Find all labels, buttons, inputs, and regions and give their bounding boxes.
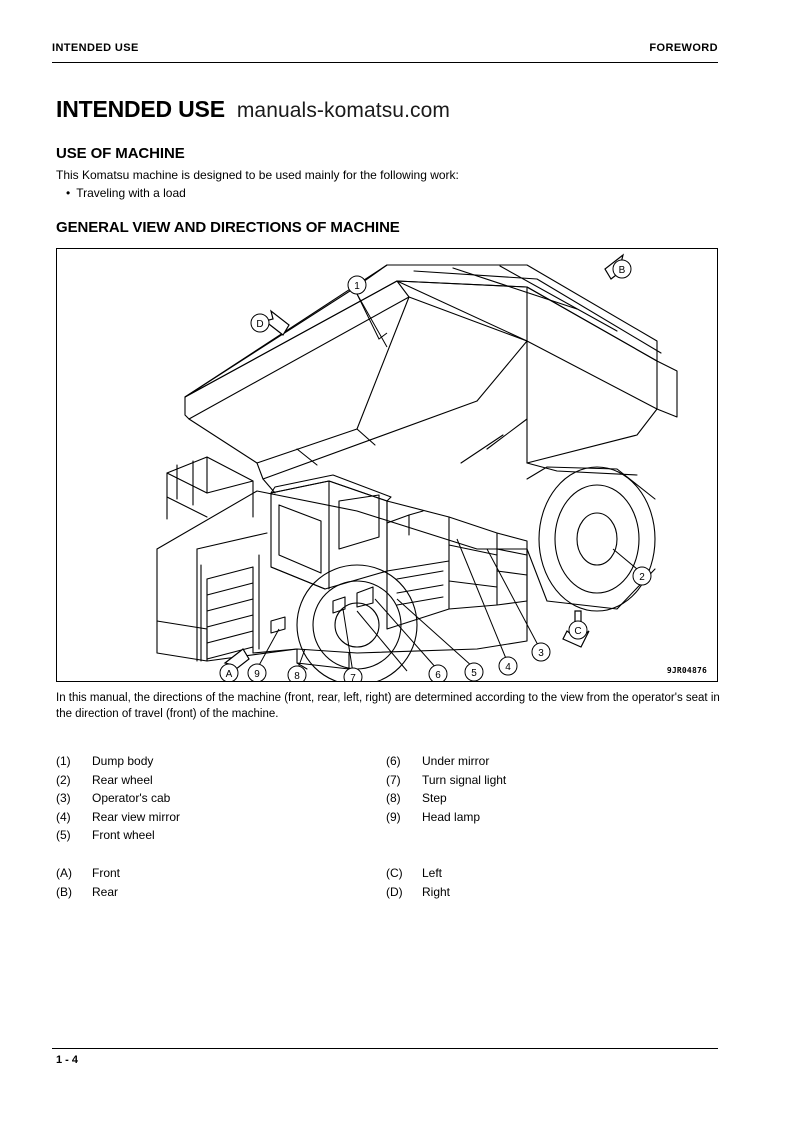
svg-text:5: 5 (471, 668, 477, 679)
bullet-dot-icon: • (66, 186, 71, 200)
legend-value: Rear wheel (92, 772, 153, 787)
svg-text:B: B (618, 265, 626, 276)
legend-lettered-right (386, 864, 450, 901)
svg-text:D: D (256, 319, 264, 330)
legend-key: (D) (386, 884, 403, 899)
legend-key: (3) (56, 791, 71, 805)
list-item (56, 864, 120, 883)
header-right-text: FOREWORD (649, 42, 718, 54)
legend-value: Front wheel (92, 828, 155, 842)
legend-key: (A) (56, 866, 72, 880)
svg-text:4: 4 (505, 662, 511, 673)
list-item (386, 808, 506, 827)
legend-value: Front (92, 866, 121, 880)
legend-value: Rear view mirror (92, 809, 181, 824)
legend-value: Under mirror (422, 754, 490, 768)
svg-text:9: 9 (254, 669, 260, 680)
intro-paragraph: This Komatsu machine is designed to be used mainly for the following work: (56, 168, 459, 182)
svg-text:C: C (574, 626, 582, 637)
svg-text:2: 2 (639, 572, 645, 583)
header-left-text: INTENDED USE (52, 42, 139, 54)
svg-text:6: 6 (435, 670, 441, 681)
legend-key: (6) (386, 754, 401, 768)
svg-text:3: 3 (538, 648, 544, 659)
legend-value: Rear (92, 884, 119, 899)
list-item (56, 771, 180, 790)
page-header (52, 42, 718, 54)
section-heading-use-of-machine: USE OF MACHINE (56, 145, 185, 162)
watermark-text: manuals-komatsu.com (236, 99, 450, 122)
bullet-item (66, 186, 186, 200)
bullet-item-label: Traveling with a load (76, 186, 186, 200)
legend-key: (B) (56, 884, 72, 899)
list-item (56, 808, 180, 827)
list-item (386, 883, 450, 902)
legend-value: Left (422, 866, 443, 880)
legend-key: (1) (56, 754, 71, 768)
legend-numbered-right (386, 752, 506, 826)
legend-value: Right (422, 884, 451, 899)
legend-key: (2) (56, 772, 71, 787)
list-item (386, 789, 506, 808)
list-item (386, 864, 450, 883)
legend-key: (7) (386, 772, 401, 787)
list-item (56, 883, 120, 902)
list-item (56, 752, 180, 771)
legend-value: Head lamp (422, 809, 481, 824)
list-item (56, 789, 180, 808)
dump-truck-illustration (57, 249, 717, 681)
section-heading-general-view: GENERAL VIEW AND DIRECTIONS OF MACHINE (56, 219, 400, 236)
legend-key: (C) (386, 866, 403, 880)
legend-key: (4) (56, 809, 71, 824)
legend-value: Dump body (92, 754, 154, 768)
legend-key: (9) (386, 809, 401, 824)
svg-text:7: 7 (350, 673, 356, 681)
svg-text:A: A (225, 669, 233, 680)
header-divider (52, 62, 718, 63)
svg-text:1: 1 (354, 281, 360, 292)
figure-code: 9JR04876 (666, 666, 707, 675)
legend-lettered-left (56, 864, 120, 901)
figure-caption: In this manual, the directions of the machine (front, rear, left, right) are determined according to the view from the operator's seat in the direction of travel (front) of the machine. (56, 692, 720, 720)
title-row (56, 96, 450, 123)
svg-text:8: 8 (294, 671, 300, 681)
legend-value: Step (422, 791, 447, 805)
legend-key: (5) (56, 828, 71, 842)
list-item (386, 771, 506, 790)
legend-value: Operator's cab (92, 791, 171, 805)
page-number: 1 - 4 (56, 1054, 79, 1066)
legend-value: Turn signal light (422, 772, 507, 787)
legend-numbered-left (56, 752, 180, 845)
machine-figure (56, 248, 718, 682)
list-item (386, 752, 506, 771)
page-title: INTENDED USE (56, 96, 225, 122)
footer-divider (52, 1048, 718, 1049)
list-item (56, 826, 180, 845)
legend-key: (8) (386, 791, 401, 805)
